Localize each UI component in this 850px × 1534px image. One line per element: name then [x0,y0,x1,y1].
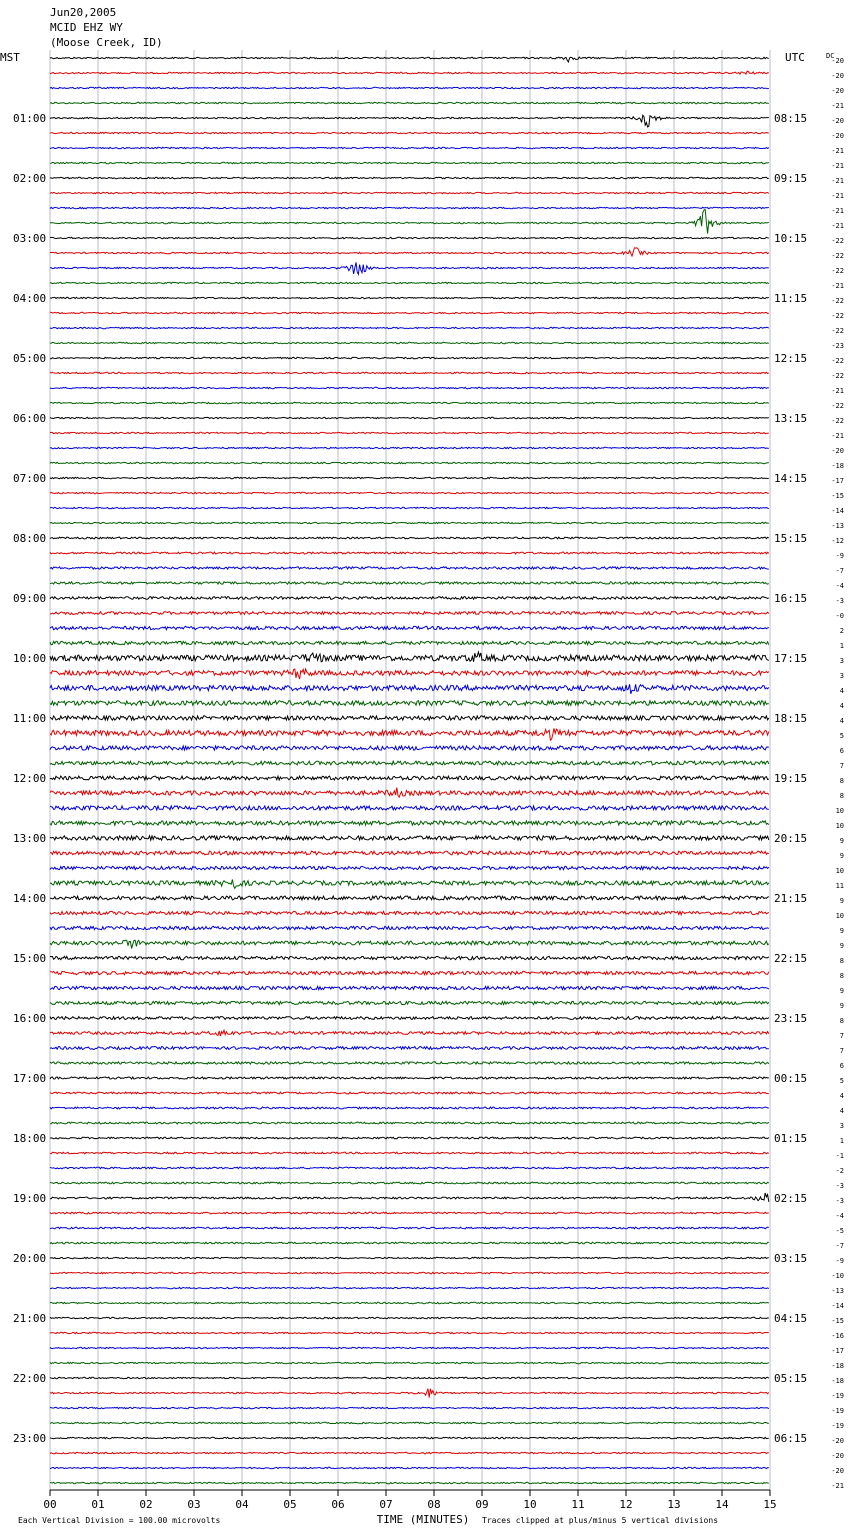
dc-offset-group [831,57,844,1490]
dc-offset-label: -13 [831,522,844,530]
trace-line [50,1407,769,1408]
trace-line [50,357,769,358]
trace-line [50,1122,769,1124]
dc-offset-label: 4 [839,702,844,710]
x-tick-label: 07 [379,1498,393,1511]
utc-hour-label: 19:15 [774,772,808,785]
trace-line [50,282,769,283]
dc-offset-label: 7 [839,762,844,770]
dc-offset-label: -20 [831,72,844,80]
trace-line [50,761,769,765]
dc-offset-label: 10 [835,807,844,815]
chart-date: Jun20,2005 [50,6,117,19]
dc-offset-label: 9 [839,852,844,860]
dc-offset-label: -21 [831,282,844,290]
x-tick-label: 03 [187,1498,201,1511]
dc-offset-label: -13 [831,1287,844,1295]
utc-hour-label: 20:15 [774,832,808,845]
trace-line [50,162,769,163]
trace-line [50,716,769,720]
dc-offset-label: -3 [835,597,844,605]
trace-line [50,806,769,810]
dc-offset-label: 5 [839,732,844,740]
trace-line [50,986,769,989]
trace-line [50,836,769,840]
trace-line [50,477,769,478]
dc-offset-label: -1 [835,1152,844,1160]
dc-offset-label: -16 [831,1332,844,1340]
trace-line [50,262,769,274]
dc-offset-label: -12 [831,537,844,545]
utc-hour-label: 15:15 [774,532,808,545]
trace-line [50,1167,769,1169]
dc-offset-label: 10 [835,867,844,875]
x-tick-label: 13 [667,1498,681,1511]
trace-line [50,1017,769,1020]
trace-line [50,701,769,706]
trace-line [50,612,769,615]
trace-line [50,71,769,74]
dc-offset-label: 6 [839,747,844,755]
dc-offset-label: -22 [831,297,844,305]
mst-hour-label: 18:00 [13,1132,47,1145]
trace-line [50,971,769,974]
dc-offset-label: -18 [831,1362,844,1370]
dc-offset-label: 8 [839,957,844,965]
dc-offset-label: -22 [831,402,844,410]
dc-offset-label: -19 [831,1407,844,1415]
trace-line [50,956,769,959]
trace-line [50,684,769,694]
trace-line [50,522,769,523]
station-code: MCID EHZ WY [50,21,123,34]
utc-hour-label: 23:15 [774,1012,808,1025]
dc-offset-label: 8 [839,972,844,980]
trace-line [50,652,769,662]
utc-hour-label: 02:15 [774,1192,808,1205]
trace-line [50,507,769,508]
trace-line [50,1227,769,1229]
minute-grid [50,50,770,1490]
trace-line [50,1332,769,1333]
dc-offset-label: -9 [835,552,844,560]
dc-offset-label: 3 [839,657,844,665]
trace-group [50,57,769,1484]
mst-hour-label: 01:00 [13,112,47,125]
trace-line [50,1422,769,1423]
utc-hour-label: 08:15 [774,112,808,125]
trace-line [50,866,769,869]
dc-offset-label: -5 [835,1227,844,1235]
dc-offset-label: -20 [831,1452,844,1460]
dc-offset-label: 4 [839,717,844,725]
dc-offset-label: -14 [831,507,844,515]
x-tick-label: 11 [571,1498,585,1511]
dc-offset-label: 8 [839,777,844,785]
dc-offset-label: 4 [839,1107,844,1115]
trace-line [50,626,769,629]
trace-line [50,1437,769,1438]
dc-offset-label: -18 [831,1377,844,1385]
x-tick-label: 02 [139,1498,153,1511]
dc-offset-label: 8 [839,1017,844,1025]
trace-line [50,728,769,740]
trace-line [50,342,769,343]
trace-line [50,327,769,328]
x-tick-label: 05 [283,1498,297,1511]
utc-hour-label: 06:15 [774,1432,808,1445]
mst-hour-label: 05:00 [13,352,47,365]
utc-hour-label: 05:15 [774,1372,808,1385]
trace-line [50,102,769,103]
trace-line [50,1482,769,1483]
trace-line [50,1212,769,1214]
mst-hour-label: 12:00 [13,772,47,785]
station-location: (Moose Creek, ID) [50,36,163,49]
trace-line [50,1077,769,1079]
trace-line [50,851,769,855]
utc-hour-label: 22:15 [774,952,808,965]
dc-offset-label: -19 [831,1392,844,1400]
dc-offset-label: 9 [839,1002,844,1010]
trace-line [50,926,769,929]
mst-hour-label: 02:00 [13,172,47,185]
trace-line [50,1467,769,1468]
footer-clip-note: Traces clipped at plus/minus 5 vertical divisions [482,1516,719,1525]
trace-line [50,1030,769,1036]
trace-line [50,1242,769,1244]
trace-line [50,115,769,127]
mst-hour-label: 06:00 [13,412,47,425]
dc-offset-label: 2 [839,627,844,635]
trace-line [50,1317,769,1318]
trace-line [50,669,769,679]
dc-offset-label: -22 [831,372,844,380]
utc-hour-label: 11:15 [774,292,808,305]
trace-line [50,1287,769,1288]
dc-offset-label: -9 [835,1257,844,1265]
dc-offset-label: -7 [835,567,844,575]
mst-hour-label: 03:00 [13,232,47,245]
trace-line [50,248,769,256]
dc-offset-label: -4 [835,582,844,590]
trace-line [50,417,769,418]
x-tick-label: 14 [715,1498,729,1511]
dc-offset-label: -18 [831,462,844,470]
mst-hour-label: 09:00 [13,592,47,605]
x-tick-label: 00 [43,1498,57,1511]
x-axis-title: TIME (MINUTES) [376,1513,470,1526]
dc-offset-label: -17 [831,477,844,485]
trace-line [50,821,769,825]
trace-line [50,537,769,539]
mst-hour-label: 20:00 [13,1252,47,1265]
dc-offset-label: -15 [831,1317,844,1325]
footer-scale-note: Each Vertical Division = 100.00 microvolts [18,1516,221,1525]
trace-line [50,552,769,554]
trace-line [50,1062,769,1064]
dc-offset-label: -21 [831,192,844,200]
x-tick-label: 01 [91,1498,105,1511]
utc-hour-label: 03:15 [774,1252,808,1265]
dc-offset-label: -22 [831,417,844,425]
dc-offset-label: -20 [831,1467,844,1475]
dc-offset-label: -17 [831,1347,844,1355]
dc-offset-label: -4 [835,1212,844,1220]
trace-line [50,1347,769,1348]
x-tick-label: 15 [763,1498,777,1511]
trace-line [50,447,769,448]
x-tick-label: 09 [475,1498,489,1511]
dc-offset-label: -21 [831,1482,844,1490]
trace-line [50,1152,769,1154]
dc-offset-label: 3 [839,1122,844,1130]
trace-line [50,582,769,584]
x-tick-label: 10 [523,1498,537,1511]
trace-line [50,1302,769,1303]
left-zone-label: MST [0,51,20,64]
dc-label: DC [826,52,835,60]
trace-line [50,1182,769,1184]
dc-offset-label: -15 [831,492,844,500]
trace-line [50,387,769,388]
trace-line [50,940,769,948]
dc-offset-label: 4 [839,687,844,695]
trace-line [50,1001,769,1004]
trace-line [50,1272,769,1273]
mst-hour-label: 04:00 [13,292,47,305]
mst-hour-label: 19:00 [13,1192,47,1205]
mst-hour-label: 10:00 [13,652,47,665]
dc-offset-label: -22 [831,237,844,245]
utc-hour-label: 04:15 [774,1312,808,1325]
trace-line [50,312,769,313]
dc-offset-label: 4 [839,1092,844,1100]
trace-line [50,776,769,780]
dc-offset-label: 1 [839,1137,844,1145]
x-axis [43,1490,776,1511]
dc-offset-label: 9 [839,927,844,935]
trace-line [50,132,769,133]
mst-hour-label: 16:00 [13,1012,47,1025]
dc-offset-label: -2 [835,1167,844,1175]
dc-offset-label: -22 [831,312,844,320]
dc-offset-label: 3 [839,672,844,680]
dc-offset-label: 7 [839,1047,844,1055]
mst-hour-label: 17:00 [13,1072,47,1085]
trace-line [50,567,769,569]
dc-offset-label: -20 [831,87,844,95]
mst-hour-label: 21:00 [13,1312,47,1325]
dc-offset-label: 9 [839,897,844,905]
utc-hour-label: 01:15 [774,1132,808,1145]
mst-hour-label: 22:00 [13,1372,47,1385]
dc-offset-label: 10 [835,912,844,920]
hour-label-group [13,112,807,1445]
utc-hour-label: 16:15 [774,592,808,605]
trace-line [50,1107,769,1109]
dc-offset-label: -22 [831,267,844,275]
trace-line [50,1362,769,1363]
dc-offset-label: -0 [835,612,844,620]
mst-hour-label: 23:00 [13,1432,47,1445]
dc-offset-label: 9 [839,942,844,950]
dc-offset-label: 8 [839,792,844,800]
dc-offset-label: 5 [839,1077,844,1085]
x-tick-label: 08 [427,1498,441,1511]
dc-offset-label: -20 [831,117,844,125]
dc-offset-label: -22 [831,357,844,365]
dc-offset-label: -21 [831,432,844,440]
utc-hour-label: 14:15 [774,472,808,485]
x-tick-label: 04 [235,1498,249,1511]
dc-offset-label: 9 [839,987,844,995]
dc-offset-label: 11 [835,882,844,890]
trace-line [50,177,769,178]
dc-offset-label: -22 [831,327,844,335]
trace-line [50,147,769,148]
trace-line [50,1092,769,1094]
trace-line [50,1389,769,1398]
dc-offset-label: 9 [839,837,844,845]
dc-offset-label: -20 [831,57,844,65]
trace-line [50,911,769,914]
trace-line [50,57,769,62]
mst-hour-label: 13:00 [13,832,47,845]
utc-hour-label: 12:15 [774,352,808,365]
dc-offset-label: -22 [831,252,844,260]
trace-line [50,1452,769,1453]
mst-hour-label: 07:00 [13,472,47,485]
trace-line [50,641,769,644]
utc-hour-label: 09:15 [774,172,808,185]
mst-hour-label: 14:00 [13,892,47,905]
trace-line [50,788,769,798]
dc-offset-label: -10 [831,1272,844,1280]
dc-offset-label: -20 [831,1437,844,1445]
trace-line [50,746,769,750]
dc-offset-label: -21 [831,222,844,230]
dc-offset-label: -21 [831,162,844,170]
trace-line [50,372,769,373]
utc-hour-label: 17:15 [774,652,808,665]
right-zone-label: UTC [785,51,805,64]
mst-hour-label: 11:00 [13,712,47,725]
utc-hour-label: 10:15 [774,232,808,245]
dc-offset-label: -20 [831,447,844,455]
trace-line [50,192,769,193]
mst-hour-label: 15:00 [13,952,47,965]
trace-line [50,210,769,234]
trace-line [50,1377,769,1378]
dc-offset-label: -21 [831,177,844,185]
trace-line [50,492,769,493]
trace-line [50,896,769,900]
utc-hour-label: 18:15 [774,712,808,725]
dc-offset-label: 7 [839,1032,844,1040]
trace-line [50,207,769,208]
trace-line [50,597,769,600]
trace-line [50,880,769,889]
trace-line [50,1137,769,1139]
x-tick-label: 12 [619,1498,633,1511]
trace-line [50,462,769,463]
dc-offset-label: 1 [839,642,844,650]
dc-offset-label: -3 [835,1197,844,1205]
dc-offset-label: -3 [835,1182,844,1190]
trace-line [50,87,769,88]
trace-line [50,1047,769,1050]
dc-offset-label: 6 [839,1062,844,1070]
trace-line [50,1257,769,1258]
utc-hour-label: 00:15 [774,1072,808,1085]
dc-offset-label: -21 [831,102,844,110]
trace-line [50,432,769,433]
utc-hour-label: 13:15 [774,412,808,425]
mst-hour-label: 08:00 [13,532,47,545]
dc-offset-label: -14 [831,1302,844,1310]
dc-offset-label: 10 [835,822,844,830]
dc-offset-label: -20 [831,132,844,140]
x-tick-label: 06 [331,1498,345,1511]
utc-hour-label: 21:15 [774,892,808,905]
dc-offset-label: -21 [831,147,844,155]
trace-line [50,402,769,403]
trace-line [50,1193,769,1202]
dc-offset-label: -23 [831,342,844,350]
dc-offset-label: -21 [831,207,844,215]
dc-offset-label: -7 [835,1242,844,1250]
dc-offset-label: -21 [831,387,844,395]
dc-offset-label: -19 [831,1422,844,1430]
trace-line [50,297,769,298]
trace-line [50,237,769,238]
